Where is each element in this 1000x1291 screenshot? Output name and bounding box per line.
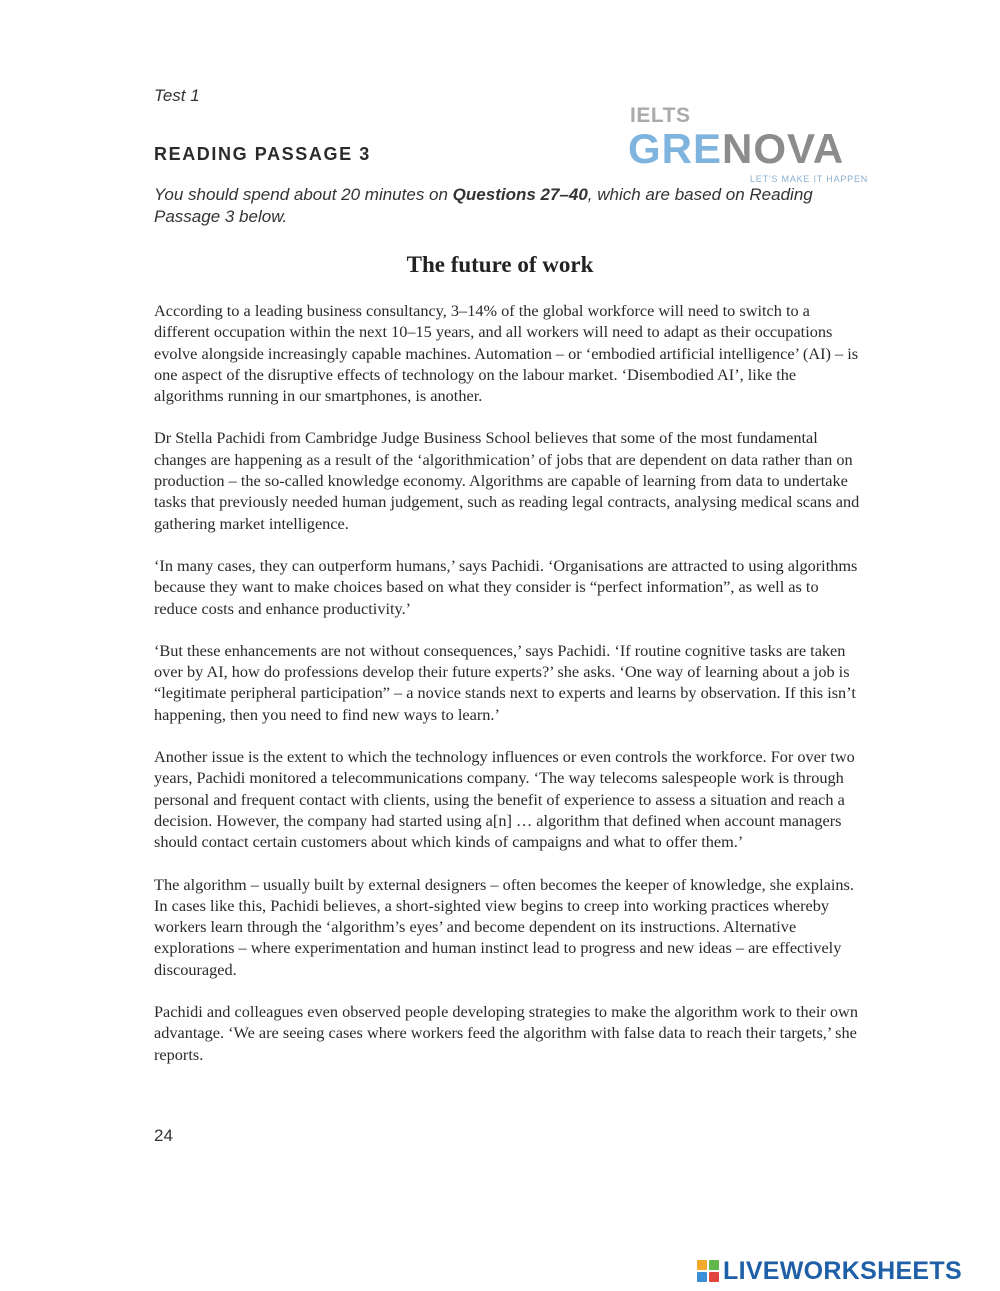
ielts-grenova-logo <box>628 104 868 186</box>
liveworksheets-watermark <box>697 1256 962 1286</box>
logo-tagline: LET'S MAKE IT HAPPEN <box>750 174 869 184</box>
logo-nova-text: NOVA <box>722 125 845 172</box>
logo-gre-text: GRE <box>628 125 723 172</box>
logo-wordmark <box>628 125 845 172</box>
passage-paragraph: The algorithm – usually built by external designers – often becomes the keeper of knowledge, she explains. In cases like this, Pachidi believes, a short-sighted view begins to creep into working practices whereby workers learn through the ‘algorithm’s eyes’ and become dependent on its instructions. Alternative explorations – where experimentation and human instinct lead to progress and new ideas – are effectively discouraged. <box>154 874 854 979</box>
icon-square <box>709 1260 719 1270</box>
passage-paragraph: Another issue is the extent to which the technology influences or even controls the workforce. For over two years, Pachidi monitored a telecommunications company. ‘The way telecoms salespeople work is through personal and frequent contact with clients, using the benefit of experience to assess a situation and reach a decision. However, the company had started using a[n] … algorithm that defined when account managers should contact certain customers about which kinds of campaigns and what to offer them.’ <box>154 747 855 852</box>
logo-ielts-text: IELTS <box>630 104 691 127</box>
instructions-text-before: You should spend about 20 minutes on <box>154 185 453 204</box>
passage-paragraph: According to a leading business consultancy, 3–14% of the global workforce will need to switch to a different occupation within the next 10–15 years, and all workers will need to adapt as their occupations evolve alongside increasingly capable machines. Automation – or ‘embodied artificial intelligence’ (AI) – is one aspect of the disruptive effects of technology on the labour market. ‘Disembodied AI’, like the algorithms running in our smartphones, is another. <box>154 301 859 406</box>
page-number: 24 <box>154 1126 173 1145</box>
test-label: Test 1 <box>154 86 200 105</box>
passage-paragraph: Dr Stella Pachidi from Cambridge Judge Business School believes that some of the most fundamental changes are happening as a result of the ‘algorithmication’ of jobs that are dependent on data rather than on production – the so-called knowledge economy. Algorithms are capable of learning from data to undertake tasks that previously needed human judgement, such as reading legal contracts, analysing medical scans and gathering market intelligence. <box>154 428 860 533</box>
icon-square <box>697 1272 707 1282</box>
section-heading: READING PASSAGE 3 <box>154 144 371 164</box>
icon-square <box>709 1272 719 1282</box>
passage-title: The future of work <box>406 252 594 277</box>
instructions-question-range: Questions 27–40 <box>452 185 588 204</box>
passage-paragraph: ‘But these enhancements are not without consequences,’ says Pachidi. ‘If routine cognitive tasks are taken over by AI, how do professions develop their future experts?’ she asks. ‘One way of learning about a job is “legitimate peripheral participation” – a novice stands next to experts and learns by observation. If this isn’t happening, then you need to find new ways to learn.’ <box>154 640 856 724</box>
instructions-text-after: , which are based on Reading Passage 3 below. <box>154 185 813 226</box>
passage-paragraph: ‘In many cases, they can outperform humans,’ says Pachidi. ‘Organisations are attracted to using algorithms because they want to make choices based on what they consider is “perfect information”, as well as to reduce costs and enhance productivity.’ <box>154 555 858 618</box>
passage-body <box>154 300 860 1086</box>
liveworksheets-text: LIVEWORKSHEETS <box>723 1256 962 1285</box>
icon-square <box>697 1260 707 1270</box>
instructions <box>154 184 864 228</box>
passage-paragraph: Pachidi and colleagues even observed people developing strategies to make the algorithm work to their own advantage. ‘We are seeing cases where workers feed the algorithm with false data to reach their targets,’ she reports. <box>154 1002 858 1064</box>
liveworksheets-icon <box>697 1260 719 1282</box>
